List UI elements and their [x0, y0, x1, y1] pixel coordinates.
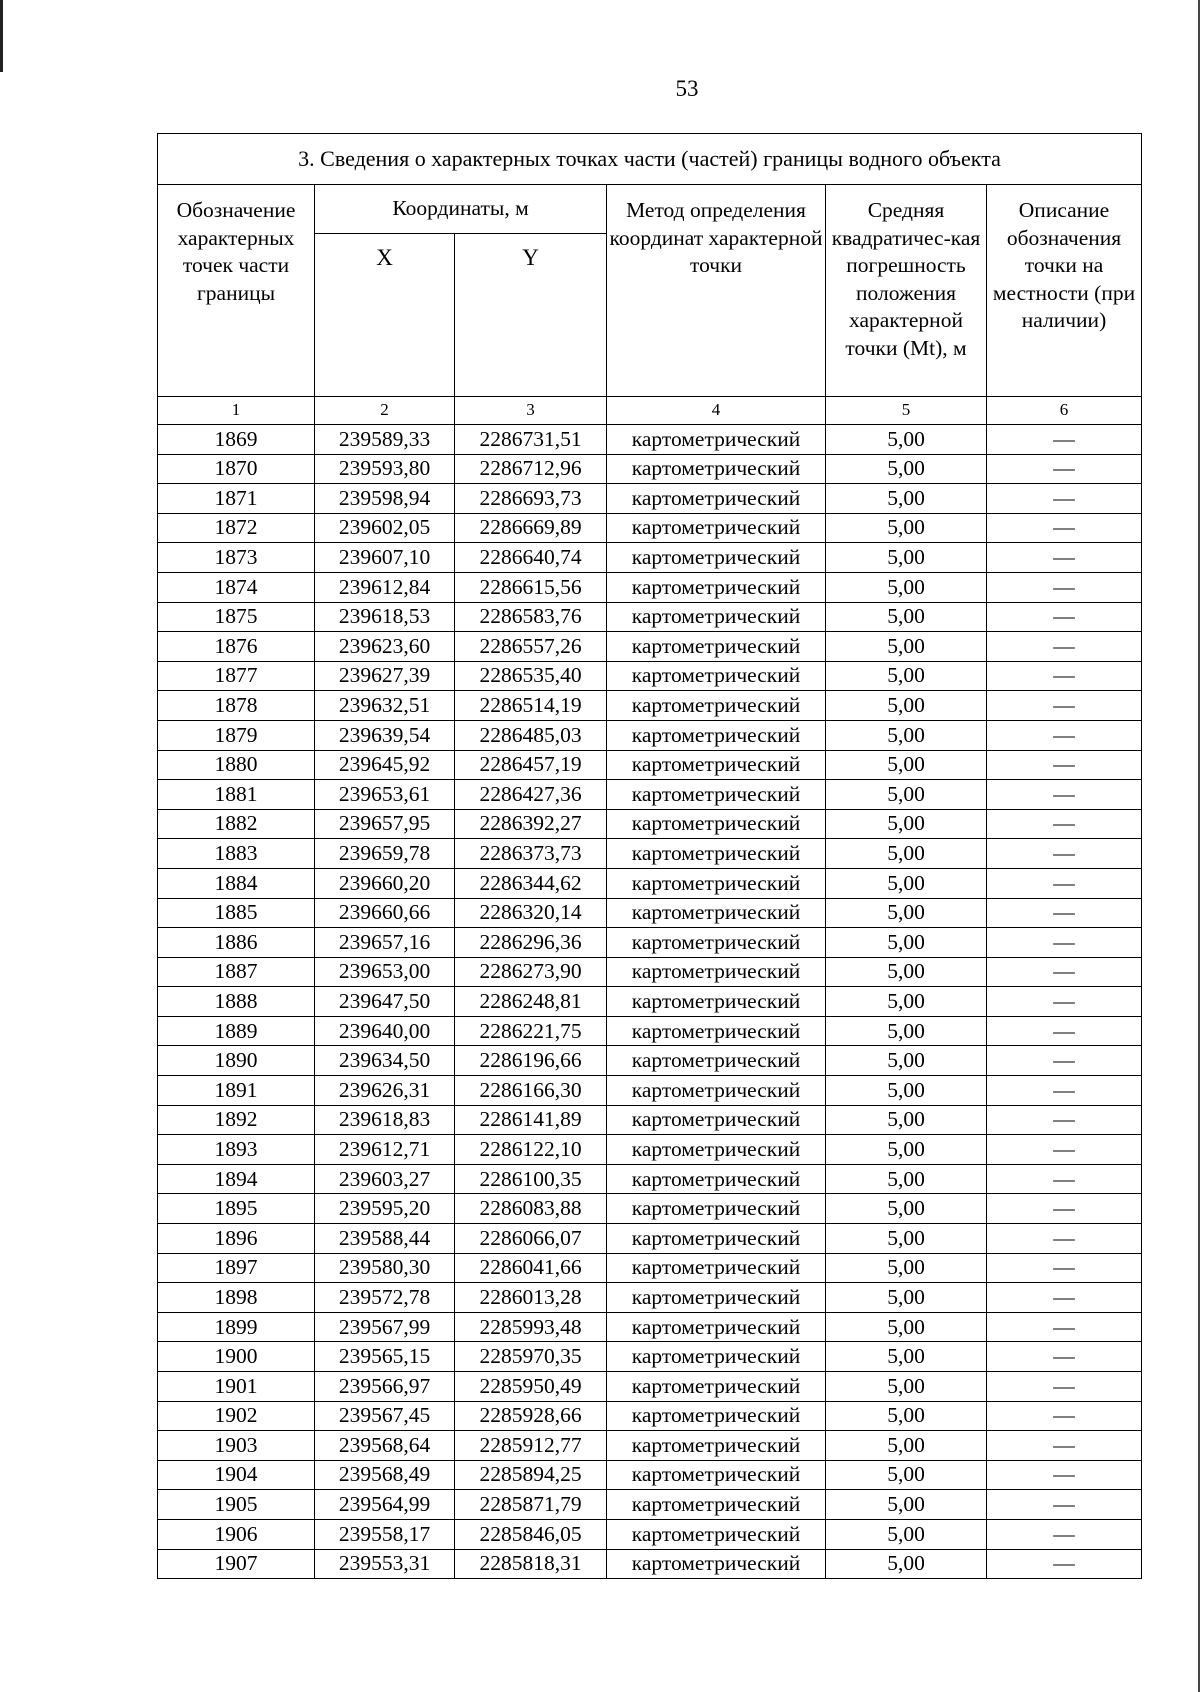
description-cell: —	[987, 691, 1142, 721]
y-coordinate-cell: 2286583,76	[455, 602, 607, 632]
point-id-cell: 1886	[158, 928, 315, 958]
description-cell: —	[987, 720, 1142, 750]
error-cell: 5,00	[826, 1046, 987, 1076]
description-cell: —	[987, 454, 1142, 484]
description-cell: —	[987, 602, 1142, 632]
method-cell: картометрический	[607, 1076, 826, 1106]
table-row	[158, 957, 1142, 987]
description-cell: —	[987, 1105, 1142, 1135]
x-coordinate-cell: 239598,94	[315, 484, 455, 514]
error-cell: 5,00	[826, 484, 987, 514]
x-coordinate-cell: 239567,45	[315, 1401, 455, 1431]
table-title: 3. Сведения о характерных точках части (частей) границы водного объекта	[158, 134, 1142, 185]
error-cell: 5,00	[826, 1460, 987, 1490]
table-row	[158, 1549, 1142, 1579]
method-cell: картометрический	[607, 425, 826, 455]
table-row	[158, 1342, 1142, 1372]
x-coordinate-cell: 239564,99	[315, 1490, 455, 1520]
header-y: Y	[455, 234, 607, 397]
error-cell: 5,00	[826, 987, 987, 1017]
y-coordinate-cell: 2286066,07	[455, 1224, 607, 1254]
method-cell: картометрический	[607, 1194, 826, 1224]
table-row	[158, 1283, 1142, 1313]
point-id-cell: 1900	[158, 1342, 315, 1372]
method-cell: картометрический	[607, 898, 826, 928]
error-cell: 5,00	[826, 1105, 987, 1135]
point-id-cell: 1897	[158, 1253, 315, 1283]
description-cell: —	[987, 1460, 1142, 1490]
header-error: Средняя квадратичес-кая погрешность положения характерной точки (Mt), м	[826, 185, 987, 397]
column-number-row	[158, 397, 1142, 425]
table-row	[158, 661, 1142, 691]
error-cell: 5,00	[826, 809, 987, 839]
point-id-cell: 1899	[158, 1312, 315, 1342]
method-cell: картометрический	[607, 1224, 826, 1254]
error-cell: 5,00	[826, 1401, 987, 1431]
y-coordinate-cell: 2286731,51	[455, 425, 607, 455]
description-cell: —	[987, 928, 1142, 958]
scan-edge-left	[0, 0, 3, 72]
method-cell: картометрический	[607, 691, 826, 721]
y-coordinate-cell: 2286041,66	[455, 1253, 607, 1283]
table-row	[158, 513, 1142, 543]
method-cell: картометрический	[607, 928, 826, 958]
description-cell: —	[987, 1046, 1142, 1076]
error-cell: 5,00	[826, 1135, 987, 1165]
y-coordinate-cell: 2286166,30	[455, 1076, 607, 1106]
table-row	[158, 1046, 1142, 1076]
method-cell: картометрический	[607, 780, 826, 810]
y-coordinate-cell: 2286141,89	[455, 1105, 607, 1135]
y-coordinate-cell: 2286535,40	[455, 661, 607, 691]
y-coordinate-cell: 2286344,62	[455, 868, 607, 898]
point-id-cell: 1906	[158, 1519, 315, 1549]
y-coordinate-cell: 2286248,81	[455, 987, 607, 1017]
method-cell: картометрический	[607, 1342, 826, 1372]
y-coordinate-cell: 2286427,36	[455, 780, 607, 810]
x-coordinate-cell: 239657,16	[315, 928, 455, 958]
method-cell: картометрический	[607, 572, 826, 602]
x-coordinate-cell: 239618,53	[315, 602, 455, 632]
x-coordinate-cell: 239558,17	[315, 1519, 455, 1549]
table-row	[158, 1519, 1142, 1549]
point-id-cell: 1895	[158, 1194, 315, 1224]
y-coordinate-cell: 2286083,88	[455, 1194, 607, 1224]
method-cell: картометрический	[607, 1460, 826, 1490]
description-cell: —	[987, 543, 1142, 573]
x-coordinate-cell: 239580,30	[315, 1253, 455, 1283]
x-coordinate-cell: 239632,51	[315, 691, 455, 721]
point-id-cell: 1871	[158, 484, 315, 514]
description-cell: —	[987, 1401, 1142, 1431]
y-coordinate-cell: 2286196,66	[455, 1046, 607, 1076]
description-cell: —	[987, 1312, 1142, 1342]
point-id-cell: 1885	[158, 898, 315, 928]
x-coordinate-cell: 239595,20	[315, 1194, 455, 1224]
y-coordinate-cell: 2286615,56	[455, 572, 607, 602]
method-cell: картометрический	[607, 957, 826, 987]
x-coordinate-cell: 239603,27	[315, 1164, 455, 1194]
point-id-cell: 1894	[158, 1164, 315, 1194]
table-row	[158, 1490, 1142, 1520]
error-cell: 5,00	[826, 780, 987, 810]
table-row	[158, 1253, 1142, 1283]
description-cell: —	[987, 809, 1142, 839]
error-cell: 5,00	[826, 1283, 987, 1313]
method-cell: картометрический	[607, 1401, 826, 1431]
table-row	[158, 1076, 1142, 1106]
point-id-cell: 1873	[158, 543, 315, 573]
x-coordinate-cell: 239607,10	[315, 543, 455, 573]
y-coordinate-cell: 2286514,19	[455, 691, 607, 721]
point-id-cell: 1877	[158, 661, 315, 691]
y-coordinate-cell: 2285871,79	[455, 1490, 607, 1520]
method-cell: картометрический	[607, 661, 826, 691]
x-coordinate-cell: 239653,61	[315, 780, 455, 810]
method-cell: картометрический	[607, 543, 826, 573]
y-coordinate-cell: 2285993,48	[455, 1312, 607, 1342]
header-x: X	[315, 234, 455, 397]
header-description: Описание обозначения точки на местности (при наличии)	[987, 185, 1142, 397]
error-cell: 5,00	[826, 1016, 987, 1046]
header-designation: Обозначение характерных точек части границы	[158, 185, 315, 397]
table-row	[158, 425, 1142, 455]
error-cell: 5,00	[826, 454, 987, 484]
header-method: Метод определения координат характерной точки	[607, 185, 826, 397]
description-cell: —	[987, 425, 1142, 455]
table-row	[158, 1401, 1142, 1431]
description-cell: —	[987, 1519, 1142, 1549]
error-cell: 5,00	[826, 572, 987, 602]
description-cell: —	[987, 1224, 1142, 1254]
x-coordinate-cell: 239567,99	[315, 1312, 455, 1342]
method-cell: картометрический	[607, 720, 826, 750]
method-cell: картометрический	[607, 484, 826, 514]
point-id-cell: 1878	[158, 691, 315, 721]
table-row	[158, 454, 1142, 484]
description-cell: —	[987, 1016, 1142, 1046]
error-cell: 5,00	[826, 1224, 987, 1254]
method-cell: картометрический	[607, 1016, 826, 1046]
method-cell: картометрический	[607, 1490, 826, 1520]
point-id-cell: 1872	[158, 513, 315, 543]
table-row	[158, 809, 1142, 839]
y-coordinate-cell: 2285950,49	[455, 1372, 607, 1402]
x-coordinate-cell: 239640,00	[315, 1016, 455, 1046]
description-cell: —	[987, 987, 1142, 1017]
header-coordinates: Координаты, м	[315, 185, 607, 234]
x-coordinate-cell: 239566,97	[315, 1372, 455, 1402]
table-row	[158, 1135, 1142, 1165]
method-cell: картометрический	[607, 1372, 826, 1402]
description-cell: —	[987, 572, 1142, 602]
error-cell: 5,00	[826, 1164, 987, 1194]
x-coordinate-cell: 239618,83	[315, 1105, 455, 1135]
error-cell: 5,00	[826, 1519, 987, 1549]
x-coordinate-cell: 239602,05	[315, 513, 455, 543]
method-cell: картометрический	[607, 1312, 826, 1342]
point-id-cell: 1870	[158, 454, 315, 484]
point-id-cell: 1888	[158, 987, 315, 1017]
point-id-cell: 1905	[158, 1490, 315, 1520]
method-cell: картометрический	[607, 809, 826, 839]
table-row	[158, 987, 1142, 1017]
table-row	[158, 780, 1142, 810]
x-coordinate-cell: 239623,60	[315, 632, 455, 662]
y-coordinate-cell: 2286373,73	[455, 839, 607, 869]
point-id-cell: 1890	[158, 1046, 315, 1076]
x-coordinate-cell: 239645,92	[315, 750, 455, 780]
description-cell: —	[987, 1253, 1142, 1283]
description-cell: —	[987, 1283, 1142, 1313]
point-id-cell: 1875	[158, 602, 315, 632]
x-coordinate-cell: 239657,95	[315, 809, 455, 839]
error-cell: 5,00	[826, 868, 987, 898]
y-coordinate-cell: 2285846,05	[455, 1519, 607, 1549]
column-number: 1	[158, 397, 315, 425]
table-row	[158, 928, 1142, 958]
method-cell: картометрический	[607, 987, 826, 1017]
table-row	[158, 1460, 1142, 1490]
error-cell: 5,00	[826, 1253, 987, 1283]
y-coordinate-cell: 2285912,77	[455, 1431, 607, 1461]
x-coordinate-cell: 239593,80	[315, 454, 455, 484]
y-coordinate-cell: 2286122,10	[455, 1135, 607, 1165]
method-cell: картометрический	[607, 602, 826, 632]
error-cell: 5,00	[826, 1342, 987, 1372]
description-cell: —	[987, 1431, 1142, 1461]
point-id-cell: 1880	[158, 750, 315, 780]
method-cell: картометрический	[607, 1105, 826, 1135]
table-row	[158, 1164, 1142, 1194]
error-cell: 5,00	[826, 661, 987, 691]
table-row	[158, 720, 1142, 750]
y-coordinate-cell: 2285970,35	[455, 1342, 607, 1372]
point-id-cell: 1892	[158, 1105, 315, 1135]
description-cell: —	[987, 1549, 1142, 1579]
column-number: 6	[987, 397, 1142, 425]
x-coordinate-cell: 239568,49	[315, 1460, 455, 1490]
error-cell: 5,00	[826, 1490, 987, 1520]
method-cell: картометрический	[607, 750, 826, 780]
table-row	[158, 898, 1142, 928]
table-row	[158, 1194, 1142, 1224]
point-id-cell: 1903	[158, 1431, 315, 1461]
description-cell: —	[987, 1342, 1142, 1372]
y-coordinate-cell: 2286712,96	[455, 454, 607, 484]
error-cell: 5,00	[826, 602, 987, 632]
table-row	[158, 750, 1142, 780]
point-id-cell: 1887	[158, 957, 315, 987]
description-cell: —	[987, 839, 1142, 869]
point-id-cell: 1891	[158, 1076, 315, 1106]
method-cell: картометрический	[607, 1283, 826, 1313]
method-cell: картометрический	[607, 513, 826, 543]
method-cell: картометрический	[607, 868, 826, 898]
y-coordinate-cell: 2285928,66	[455, 1401, 607, 1431]
x-coordinate-cell: 239589,33	[315, 425, 455, 455]
table-row	[158, 1431, 1142, 1461]
table-row	[158, 1105, 1142, 1135]
description-cell: —	[987, 484, 1142, 514]
point-id-cell: 1896	[158, 1224, 315, 1254]
x-coordinate-cell: 239626,31	[315, 1076, 455, 1106]
point-id-cell: 1882	[158, 809, 315, 839]
error-cell: 5,00	[826, 425, 987, 455]
error-cell: 5,00	[826, 632, 987, 662]
y-coordinate-cell: 2286669,89	[455, 513, 607, 543]
error-cell: 5,00	[826, 691, 987, 721]
error-cell: 5,00	[826, 1372, 987, 1402]
error-cell: 5,00	[826, 898, 987, 928]
column-number: 2	[315, 397, 455, 425]
table-row	[158, 839, 1142, 869]
description-cell: —	[987, 780, 1142, 810]
description-cell: —	[987, 868, 1142, 898]
method-cell: картометрический	[607, 839, 826, 869]
x-coordinate-cell: 239660,20	[315, 868, 455, 898]
method-cell: картометрический	[607, 1135, 826, 1165]
point-id-cell: 1904	[158, 1460, 315, 1490]
y-coordinate-cell: 2285894,25	[455, 1460, 607, 1490]
point-id-cell: 1879	[158, 720, 315, 750]
description-cell: —	[987, 1490, 1142, 1520]
method-cell: картометрический	[607, 454, 826, 484]
y-coordinate-cell: 2286273,90	[455, 957, 607, 987]
description-cell: —	[987, 898, 1142, 928]
page-number: 53	[675, 76, 699, 101]
y-coordinate-cell: 2285818,31	[455, 1549, 607, 1579]
y-coordinate-cell: 2286013,28	[455, 1283, 607, 1313]
x-coordinate-cell: 239588,44	[315, 1224, 455, 1254]
point-id-cell: 1907	[158, 1549, 315, 1579]
table-row	[158, 1312, 1142, 1342]
boundary-points-table	[157, 133, 1142, 1579]
table-row	[158, 572, 1142, 602]
point-id-cell: 1874	[158, 572, 315, 602]
x-coordinate-cell: 239572,78	[315, 1283, 455, 1313]
table-row	[158, 1016, 1142, 1046]
y-coordinate-cell: 2286221,75	[455, 1016, 607, 1046]
column-number: 3	[455, 397, 607, 425]
x-coordinate-cell: 239639,54	[315, 720, 455, 750]
point-id-cell: 1876	[158, 632, 315, 662]
x-coordinate-cell: 239653,00	[315, 957, 455, 987]
error-cell: 5,00	[826, 750, 987, 780]
x-coordinate-cell: 239634,50	[315, 1046, 455, 1076]
point-id-cell: 1898	[158, 1283, 315, 1313]
table-row	[158, 602, 1142, 632]
error-cell: 5,00	[826, 1312, 987, 1342]
y-coordinate-cell: 2286557,26	[455, 632, 607, 662]
table-row	[158, 632, 1142, 662]
description-cell: —	[987, 750, 1142, 780]
description-cell: —	[987, 957, 1142, 987]
method-cell: картометрический	[607, 1164, 826, 1194]
x-coordinate-cell: 239553,31	[315, 1549, 455, 1579]
point-id-cell: 1901	[158, 1372, 315, 1402]
x-coordinate-cell: 239612,84	[315, 572, 455, 602]
column-number: 5	[826, 397, 987, 425]
point-id-cell: 1889	[158, 1016, 315, 1046]
x-coordinate-cell: 239647,50	[315, 987, 455, 1017]
y-coordinate-cell: 2286640,74	[455, 543, 607, 573]
y-coordinate-cell: 2286100,35	[455, 1164, 607, 1194]
y-coordinate-cell: 2286320,14	[455, 898, 607, 928]
method-cell: картометрический	[607, 1046, 826, 1076]
description-cell: —	[987, 513, 1142, 543]
y-coordinate-cell: 2286485,03	[455, 720, 607, 750]
error-cell: 5,00	[826, 720, 987, 750]
table-row	[158, 1224, 1142, 1254]
x-coordinate-cell: 239612,71	[315, 1135, 455, 1165]
error-cell: 5,00	[826, 1076, 987, 1106]
table-row	[158, 1372, 1142, 1402]
error-cell: 5,00	[826, 1194, 987, 1224]
description-cell: —	[987, 1372, 1142, 1402]
method-cell: картометрический	[607, 1549, 826, 1579]
table-row	[158, 543, 1142, 573]
table-row	[158, 868, 1142, 898]
point-id-cell: 1884	[158, 868, 315, 898]
point-id-cell: 1902	[158, 1401, 315, 1431]
y-coordinate-cell: 2286296,36	[455, 928, 607, 958]
table-row	[158, 691, 1142, 721]
description-cell: —	[987, 1135, 1142, 1165]
description-cell: —	[987, 1164, 1142, 1194]
x-coordinate-cell: 239568,64	[315, 1431, 455, 1461]
description-cell: —	[987, 632, 1142, 662]
error-cell: 5,00	[826, 1431, 987, 1461]
method-cell: картометрический	[607, 632, 826, 662]
point-id-cell: 1883	[158, 839, 315, 869]
error-cell: 5,00	[826, 543, 987, 573]
x-coordinate-cell: 239659,78	[315, 839, 455, 869]
y-coordinate-cell: 2286457,19	[455, 750, 607, 780]
method-cell: картометрический	[607, 1519, 826, 1549]
description-cell: —	[987, 1076, 1142, 1106]
error-cell: 5,00	[826, 839, 987, 869]
y-coordinate-cell: 2286693,73	[455, 484, 607, 514]
method-cell: картометрический	[607, 1431, 826, 1461]
table-row	[158, 484, 1142, 514]
y-coordinate-cell: 2286392,27	[455, 809, 607, 839]
error-cell: 5,00	[826, 928, 987, 958]
error-cell: 5,00	[826, 1549, 987, 1579]
error-cell: 5,00	[826, 957, 987, 987]
x-coordinate-cell: 239660,66	[315, 898, 455, 928]
point-id-cell: 1881	[158, 780, 315, 810]
x-coordinate-cell: 239565,15	[315, 1342, 455, 1372]
description-cell: —	[987, 661, 1142, 691]
description-cell: —	[987, 1194, 1142, 1224]
x-coordinate-cell: 239627,39	[315, 661, 455, 691]
error-cell: 5,00	[826, 513, 987, 543]
method-cell: картометрический	[607, 1253, 826, 1283]
point-id-cell: 1869	[158, 425, 315, 455]
point-id-cell: 1893	[158, 1135, 315, 1165]
column-number: 4	[607, 397, 826, 425]
